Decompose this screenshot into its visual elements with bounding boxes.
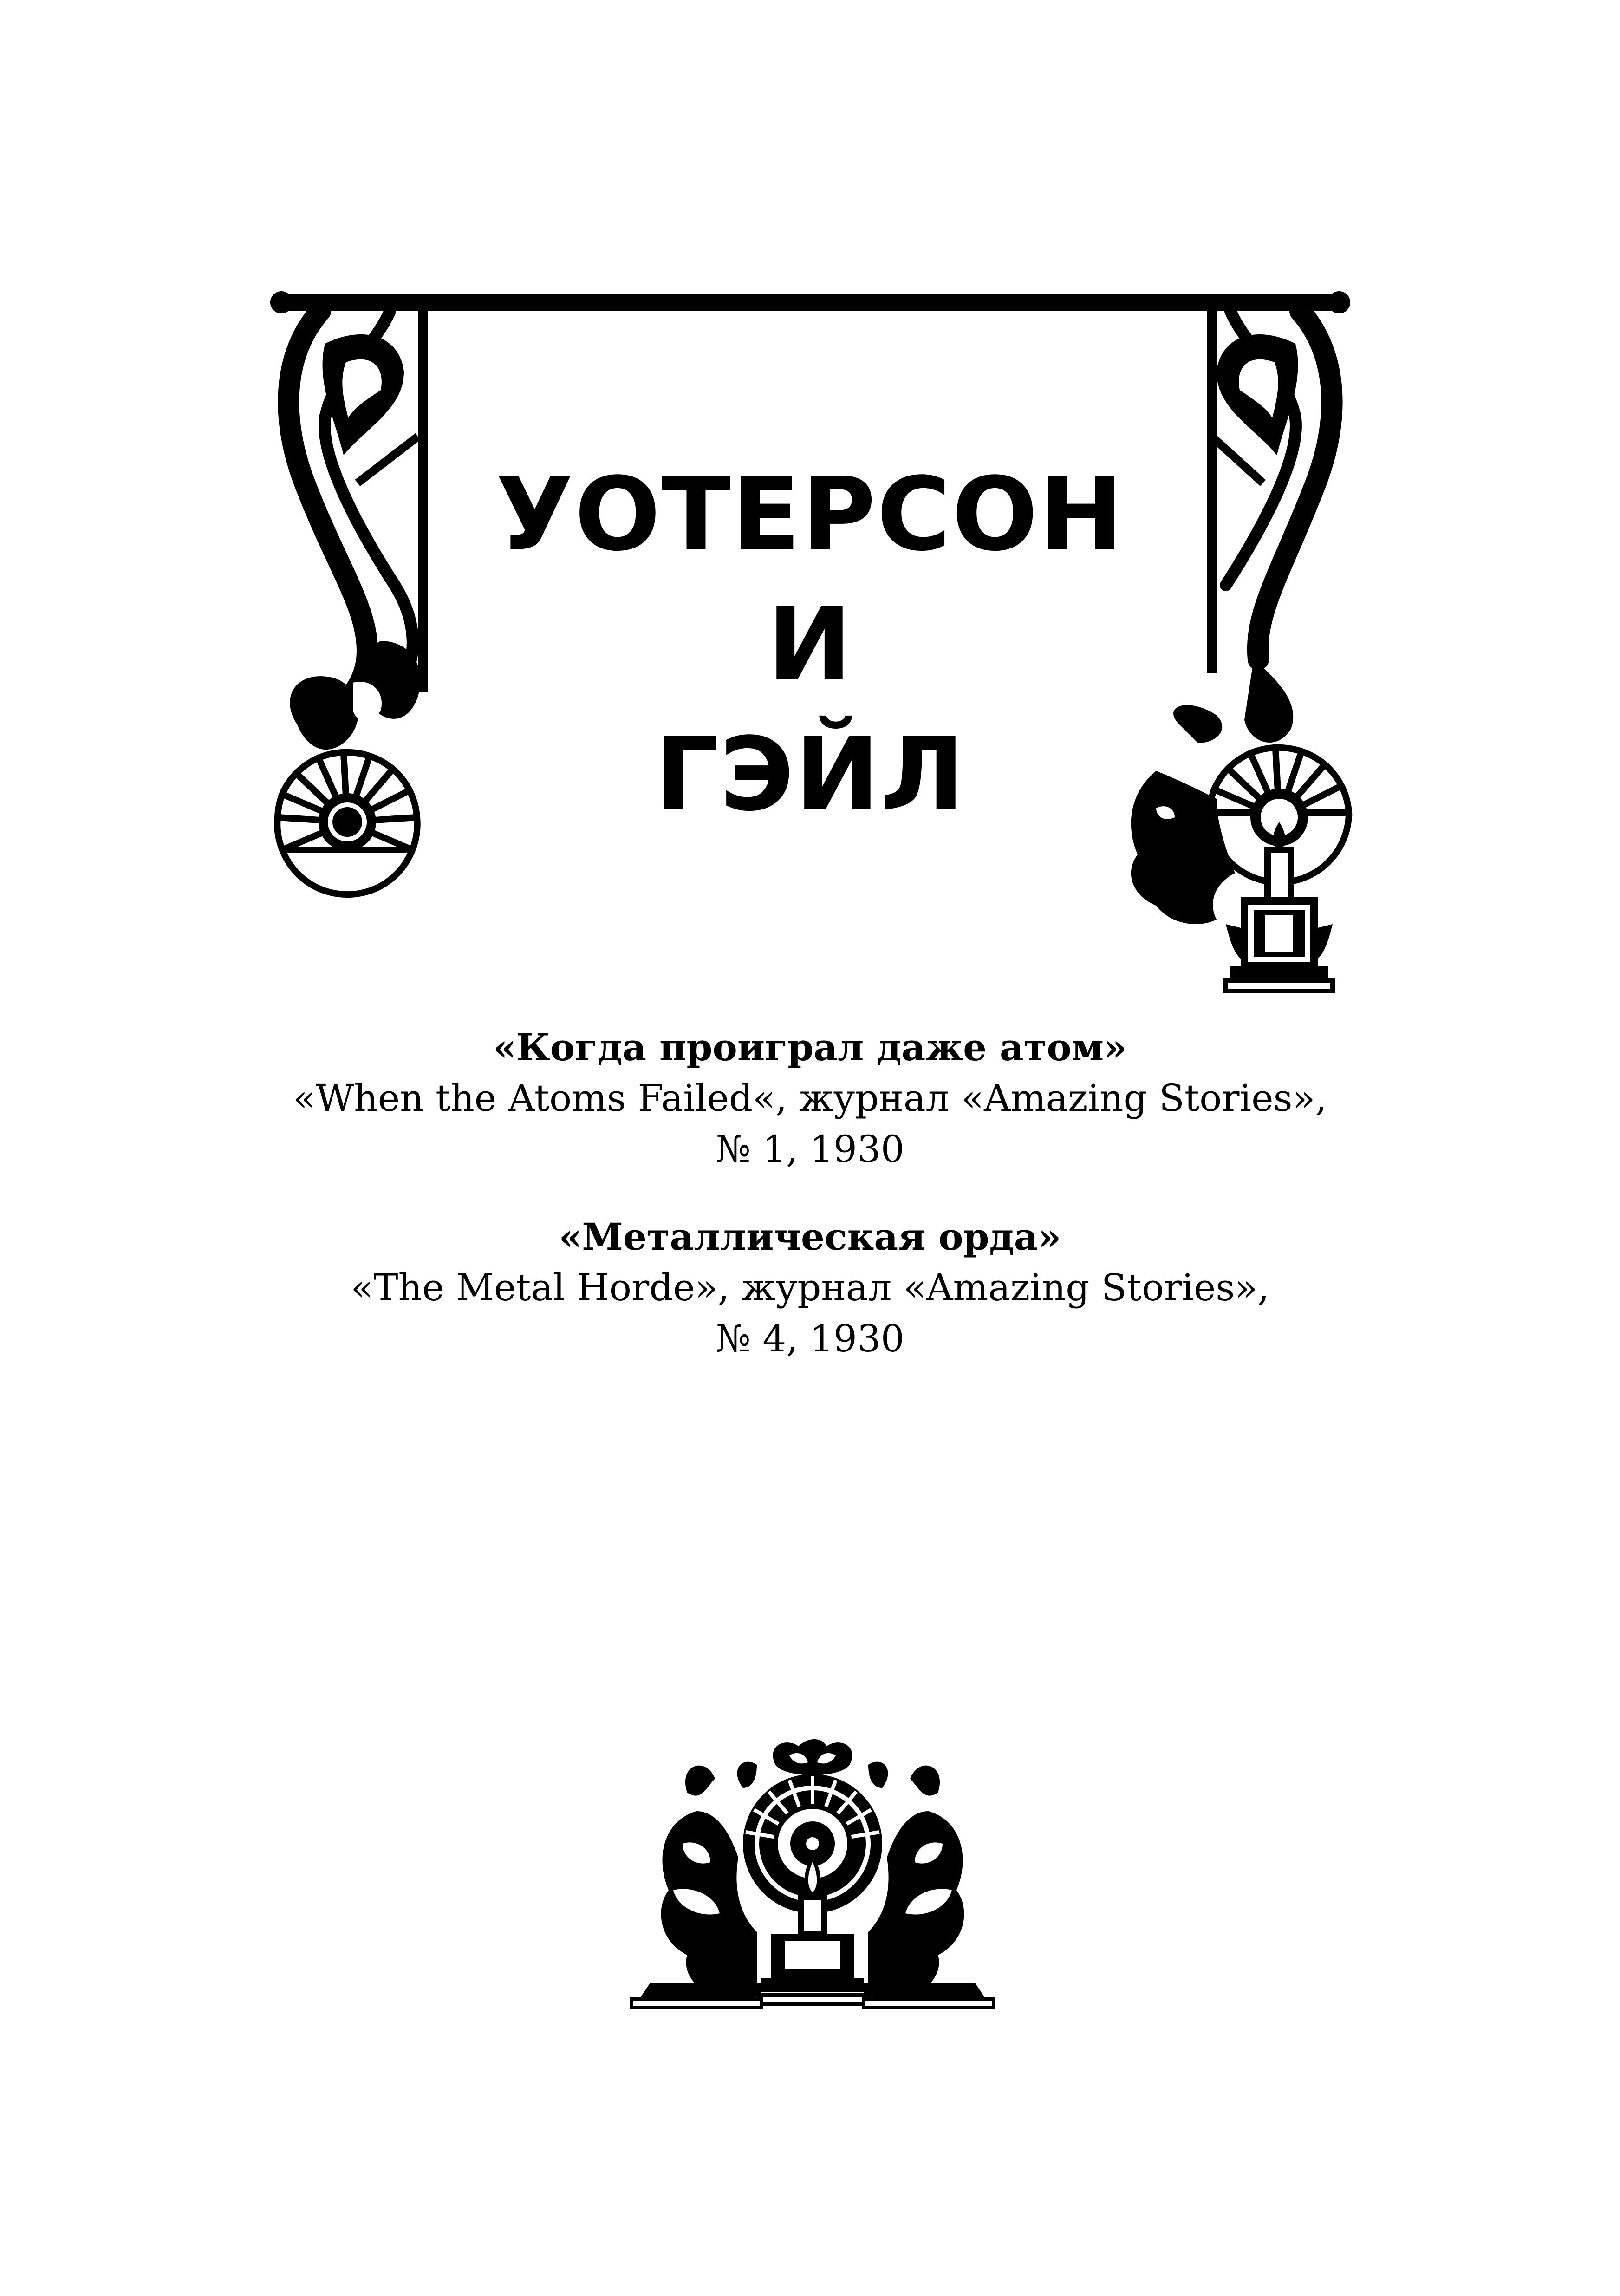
- work-source: «When the Atoms Failed«, журнал «Amazing Stories»,: [293, 1076, 1327, 1120]
- work-issue: № 4, 1930: [716, 1317, 904, 1360]
- title-line-3: ГЭЙЛ: [654, 716, 966, 834]
- title-line-1: УОТЕРСОН: [495, 456, 1125, 574]
- work-entry: [0, 1211, 1620, 1364]
- title-line-2: И: [767, 586, 853, 704]
- book-title: [0, 456, 1620, 854]
- works-list: [0, 1022, 1620, 1401]
- work-source: «The Metal Horde», журнал «Amazing Stories»,: [351, 1266, 1269, 1309]
- frame-top-bar: [279, 294, 1342, 311]
- work-issue: № 1, 1930: [716, 1128, 904, 1171]
- work-entry: [0, 1022, 1620, 1175]
- candle-emblem: [622, 1737, 1003, 2011]
- work-title: «Металлическая орда»: [559, 1215, 1061, 1259]
- work-title: «Когда проиграл даже атом»: [493, 1025, 1127, 1069]
